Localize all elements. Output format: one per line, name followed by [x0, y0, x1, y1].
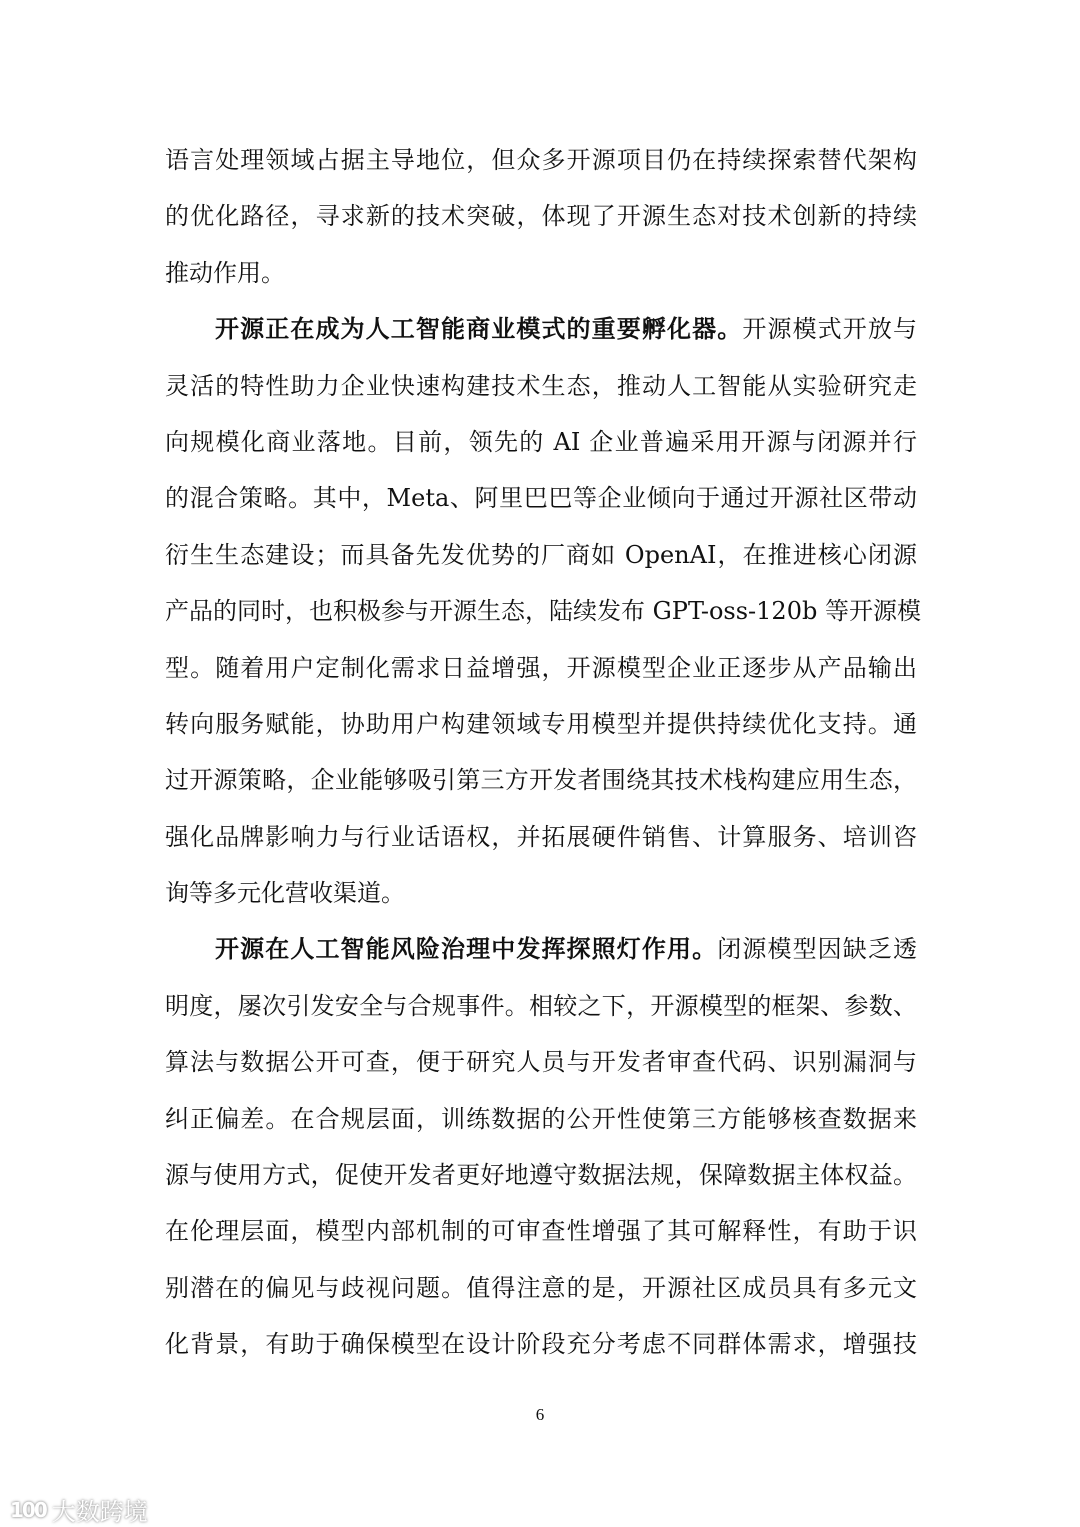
bold-lead-sentence: 开源正在成为人工智能商业模式的重要孵化器。 [215, 315, 743, 344]
text-line [165, 1147, 917, 1203]
text-line [165, 301, 917, 357]
text-segment: 询等多元化营收渠道。 [165, 879, 405, 908]
text-segment: 开源模式开放与 [742, 315, 918, 344]
text-segment: 过开源策略，企业能够吸引第三方开发者围绕其技术栈构建应用生态， [165, 766, 917, 795]
text-segment: 产品的同时，也积极参与开源生态，陆续发布 GPT-oss-120b 等开源模 [165, 597, 921, 626]
page-number: 6 [535, 1405, 545, 1424]
text-line [165, 470, 917, 526]
text-line [165, 640, 917, 696]
paragraph [165, 301, 921, 921]
bold-lead-sentence: 开源在人工智能风险治理中发挥探照灯作用。 [215, 935, 718, 964]
text-segment: 转向服务赋能，协助用户构建领域专用模型并提供持续优化支持。通 [165, 709, 917, 738]
text-line [165, 1091, 917, 1147]
text-segment: 推动作用。 [165, 258, 285, 287]
text-segment: 别潜在的偏见与歧视问题。值得注意的是，开源社区成员具有多元文 [165, 1273, 917, 1302]
text-line [165, 1034, 917, 1090]
text-line [165, 1260, 917, 1316]
text-line [165, 583, 921, 639]
watermark-logo-icon: 100 [10, 1497, 46, 1522]
text-segment: 纠正偏差。在合规层面，训练数据的公开性使第三方能够核查数据来 [165, 1104, 917, 1133]
text-line [165, 132, 917, 188]
text-line [165, 1316, 917, 1372]
text-segment: 化背景，有助于确保模型在设计阶段充分考虑不同群体需求，增强技 [165, 1330, 917, 1359]
text-line [165, 245, 917, 301]
paragraph [165, 132, 917, 301]
document-body [165, 132, 921, 1373]
text-line [165, 696, 917, 752]
text-line [165, 527, 917, 583]
text-segment: 源与使用方式，促使开发者更好地遵守数据法规，保障数据主体权益。 [165, 1161, 917, 1190]
text-line [165, 978, 917, 1034]
text-line [165, 809, 917, 865]
text-segment: 型。随着用户定制化需求日益增强，开源模型企业正逐步从产品输出 [165, 653, 917, 682]
text-segment: 语言处理领域占据主导地位，但众多开源项目仍在持续探索替代架构 [165, 146, 917, 174]
text-line [165, 865, 917, 921]
text-line [165, 188, 917, 244]
paragraph [165, 921, 917, 1372]
text-segment: 明度，屡次引发安全与合规事件。相较之下，开源模型的框架、参数、 [165, 991, 917, 1020]
text-segment: 衍生生态建设；而具备先发优势的厂商如 OpenAI，在推进核心闭源 [165, 540, 917, 569]
text-segment: 灵活的特性助力企业快速构建技术生态，推动人工智能从实验研究走 [165, 371, 917, 400]
text-segment: 算法与数据公开可查，便于研究人员与开发者审查代码、识别漏洞与 [165, 1048, 917, 1077]
watermark-text: 大数跨境 [51, 1498, 148, 1526]
text-line [165, 752, 917, 808]
text-line [165, 921, 917, 977]
text-segment: 的优化路径，寻求新的技术突破，体现了开源生态对技术创新的持续 [165, 202, 917, 231]
text-line [165, 358, 917, 414]
text-segment: 的混合策略。其中，Meta、阿里巴巴等企业倾向于通过开源社区带动 [165, 484, 917, 513]
watermark [10, 1492, 148, 1527]
text-segment: 在伦理层面，模型内部机制的可审查性增强了其可解释性，有助于识 [165, 1217, 917, 1246]
text-segment: 闭源模型因缺乏透 [717, 935, 918, 964]
text-line [165, 414, 917, 470]
text-line [165, 1203, 917, 1259]
text-segment: 强化品牌影响力与行业话语权，并拓展硬件销售、计算服务、培训咨 [165, 822, 917, 851]
text-segment: 向规模化商业落地。目前，领先的 AI 企业普遍采用开源与闭源并行 [165, 427, 917, 456]
